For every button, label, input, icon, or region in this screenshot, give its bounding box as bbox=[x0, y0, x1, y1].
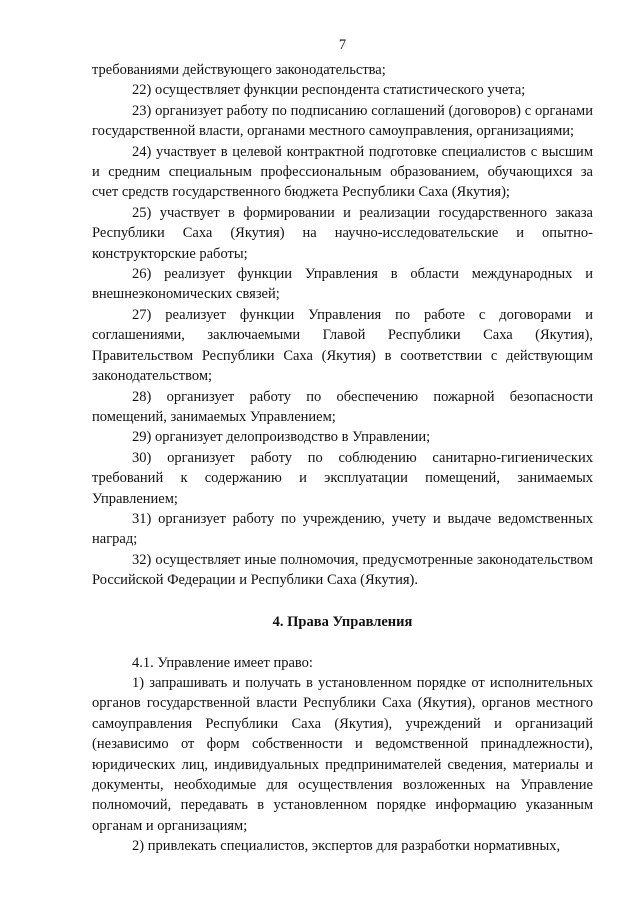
page-number: 7 bbox=[338, 37, 347, 53]
paragraph-item-25: 25) участвует в формировании и реализации государственного заказа Республики Саха (Якутия) на научно-исследовательские и опытно-конструкторские работы; bbox=[92, 204, 593, 262]
paragraph-item-32: 32) осуществляет иные полномочия, предусмотренные законодательством Российской Федерации и Республики Саха (Якутия). bbox=[92, 551, 593, 589]
paragraph-item-30: 30) организует работу по соблюдению санитарно-гигиенических требований к содержанию и эксплуатации помещений, занимаемых Управлением; bbox=[92, 449, 593, 507]
paragraph-item-28: 28) организует работу по обеспечению пожарной безопасности помещений, занимаемых Управлением; bbox=[92, 388, 593, 425]
paragraphs-before bbox=[92, 60, 593, 591]
paragraph-item-26: 26) реализует функции Управления в области международных и внешнеэкономических связей; bbox=[92, 266, 593, 303]
section-heading: 4. Права Управления bbox=[272, 613, 413, 630]
paragraph-clause-4-1: 4.1. Управление имеет право: bbox=[132, 654, 313, 671]
paragraph-item-23: 23) организует работу по подписанию соглашений (договоров) с органами государственной власти, органами местного самоуправления, организациями; bbox=[92, 102, 593, 140]
paragraph-right-2: 2) привлекать специалистов, экспертов для разработки нормативных, bbox=[132, 838, 561, 855]
paragraph-item-22: 22) осуществляет функции респондента статистического учета; bbox=[132, 82, 526, 99]
paragraph-item-29: 29) организует делопроизводство в Управлении; bbox=[132, 429, 431, 446]
paragraph-item-24: 24) участвует в целевой контрактной подготовке специалистов с высшим и средним специальным профессиональным образованием, обучающихся за счет средств государственного бюджета Республики Саха (Якутия); bbox=[92, 143, 593, 201]
paragraph-item-27: 27) реализует функции Управления по работе с договорами и соглашениями, заключаемыми Главой Республики Саха (Якутия), Правительством Республики Саха (Якутия) в соответствии с действующим законодательством; bbox=[92, 306, 593, 385]
paragraph-continuation: требованиями действующего законодательства; bbox=[92, 62, 386, 78]
paragraph-right-1: 1) запрашивать и получать в установленном порядке от исполнительных органов государственной власти Республики Саха (Якутия), органов местного самоуправления Республики Саха (Якутия), учреждений и организаций (независимо от форм собственности и ведомственной принадлежности), юридических лиц, индивидуальных предпринимателей сведения, материалы и документы, необходимые для осуществления возложенных на Управление полномочий, передавать в установленном порядке информацию указанным органам и организациям; bbox=[92, 674, 593, 834]
paragraph-item-31: 31) организует работу по учреждению, учету и выдаче ведомственных наград; bbox=[92, 510, 593, 548]
paragraphs-after bbox=[92, 653, 593, 857]
